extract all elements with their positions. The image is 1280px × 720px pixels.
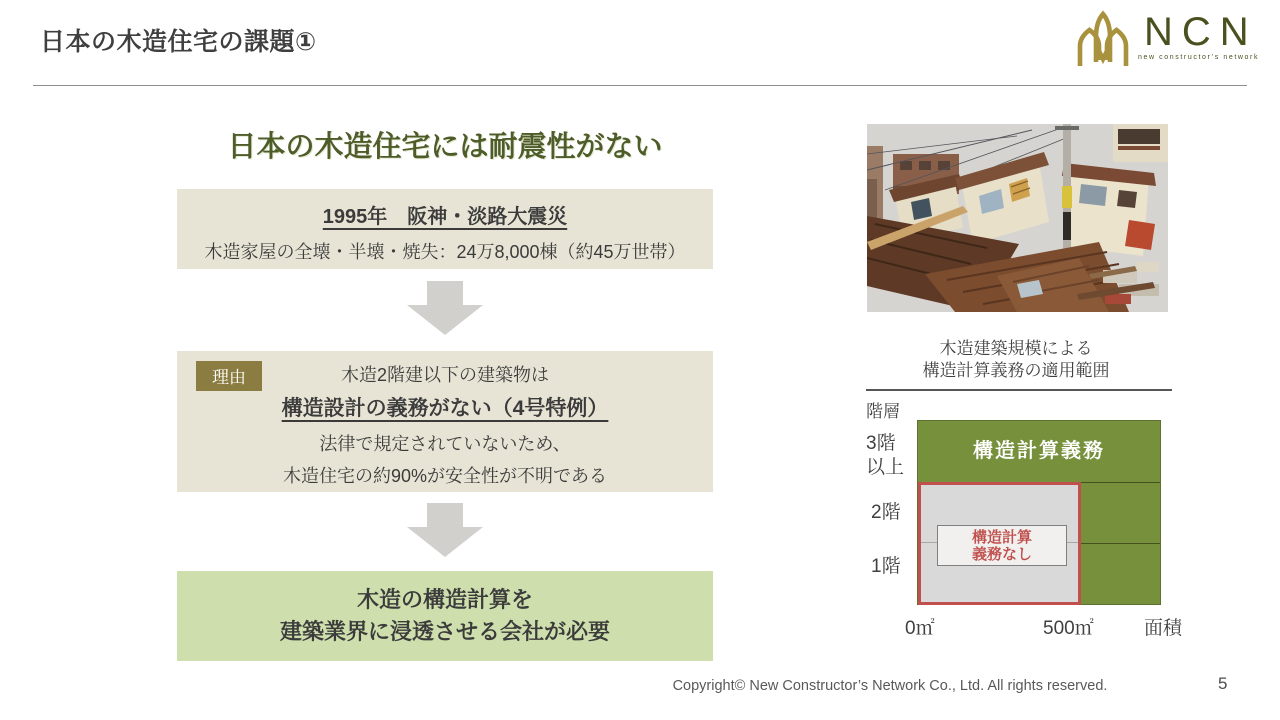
conclusion-box <box>177 571 713 661</box>
down-arrow-icon <box>407 281 483 335</box>
x-axis-title: 面積 <box>1144 618 1183 639</box>
ncn-logo-text <box>1138 10 1260 61</box>
no-duty-label-box <box>937 525 1067 566</box>
main-heading: 日本の木造住宅には耐震性がない <box>227 131 663 163</box>
duty-region-label: 構造計算義務 <box>973 440 1105 462</box>
earthquake-damage-stat: 木造家屋の全壊・半壊・焼失：24万8,000棟（約45万世帯） <box>204 242 686 262</box>
reason-box <box>177 351 713 492</box>
ncn-logo <box>1072 8 1260 72</box>
chart-heading-divider <box>866 389 1172 391</box>
no-duty-label-line2: 義務なし <box>971 546 1032 564</box>
y-tick-1kai: 1階 <box>871 556 901 577</box>
no-duty-region <box>918 482 1081 605</box>
down-arrow-icon <box>407 503 483 557</box>
chart-heading-line1: 木造建築規模による <box>939 339 1093 358</box>
earthquake-damage-photo <box>867 124 1168 312</box>
reason-line1: 木造2階建以下の建築物は <box>340 365 549 385</box>
conclusion-line2: 建築業界に浸透させる会社が必要 <box>279 618 610 644</box>
header-divider <box>33 85 1247 86</box>
structural-calc-chart <box>917 420 1161 605</box>
y-tick-3kai: 3階 <box>866 433 896 454</box>
conclusion-line1: 木造の構造計算を <box>356 587 533 612</box>
ncn-emblem-icon <box>1072 10 1134 68</box>
page-title: 日本の木造住宅の課題① <box>40 28 317 56</box>
reason-badge: 理由 <box>196 361 262 391</box>
ncn-wordmark: NCN <box>1144 10 1258 54</box>
x-tick-500: 500㎡ <box>1043 618 1094 639</box>
reason-line3: 法律で規定されていないため、 <box>319 434 571 454</box>
earthquake-title: 1995年 阪神・淡路大震災 <box>322 206 568 228</box>
no-duty-label-line1: 構造計算 <box>971 529 1032 546</box>
y-tick-3kai-ijou: 以上 <box>866 457 905 478</box>
y-axis-title: 階層 <box>866 402 900 421</box>
ncn-tagline: new constructor’s network <box>1138 54 1260 61</box>
x-tick-0: 0㎡ <box>905 618 935 639</box>
chart-heading-line2: 構造計算義務の適用範囲 <box>922 361 1110 381</box>
y-tick-2kai: 2階 <box>871 502 901 523</box>
copyright-text: Copyright© New Constructor’s Network Co., Ltd. All rights reserved. <box>672 678 1108 694</box>
earthquake-fact-box <box>177 189 713 269</box>
chart-heading <box>860 338 1172 382</box>
reason-line2: 構造設計の義務がない（4号特例） <box>281 397 609 420</box>
page-number: 5 <box>1218 674 1228 693</box>
reason-line4: 木造住宅の約90%が安全性が不明である <box>282 466 608 486</box>
